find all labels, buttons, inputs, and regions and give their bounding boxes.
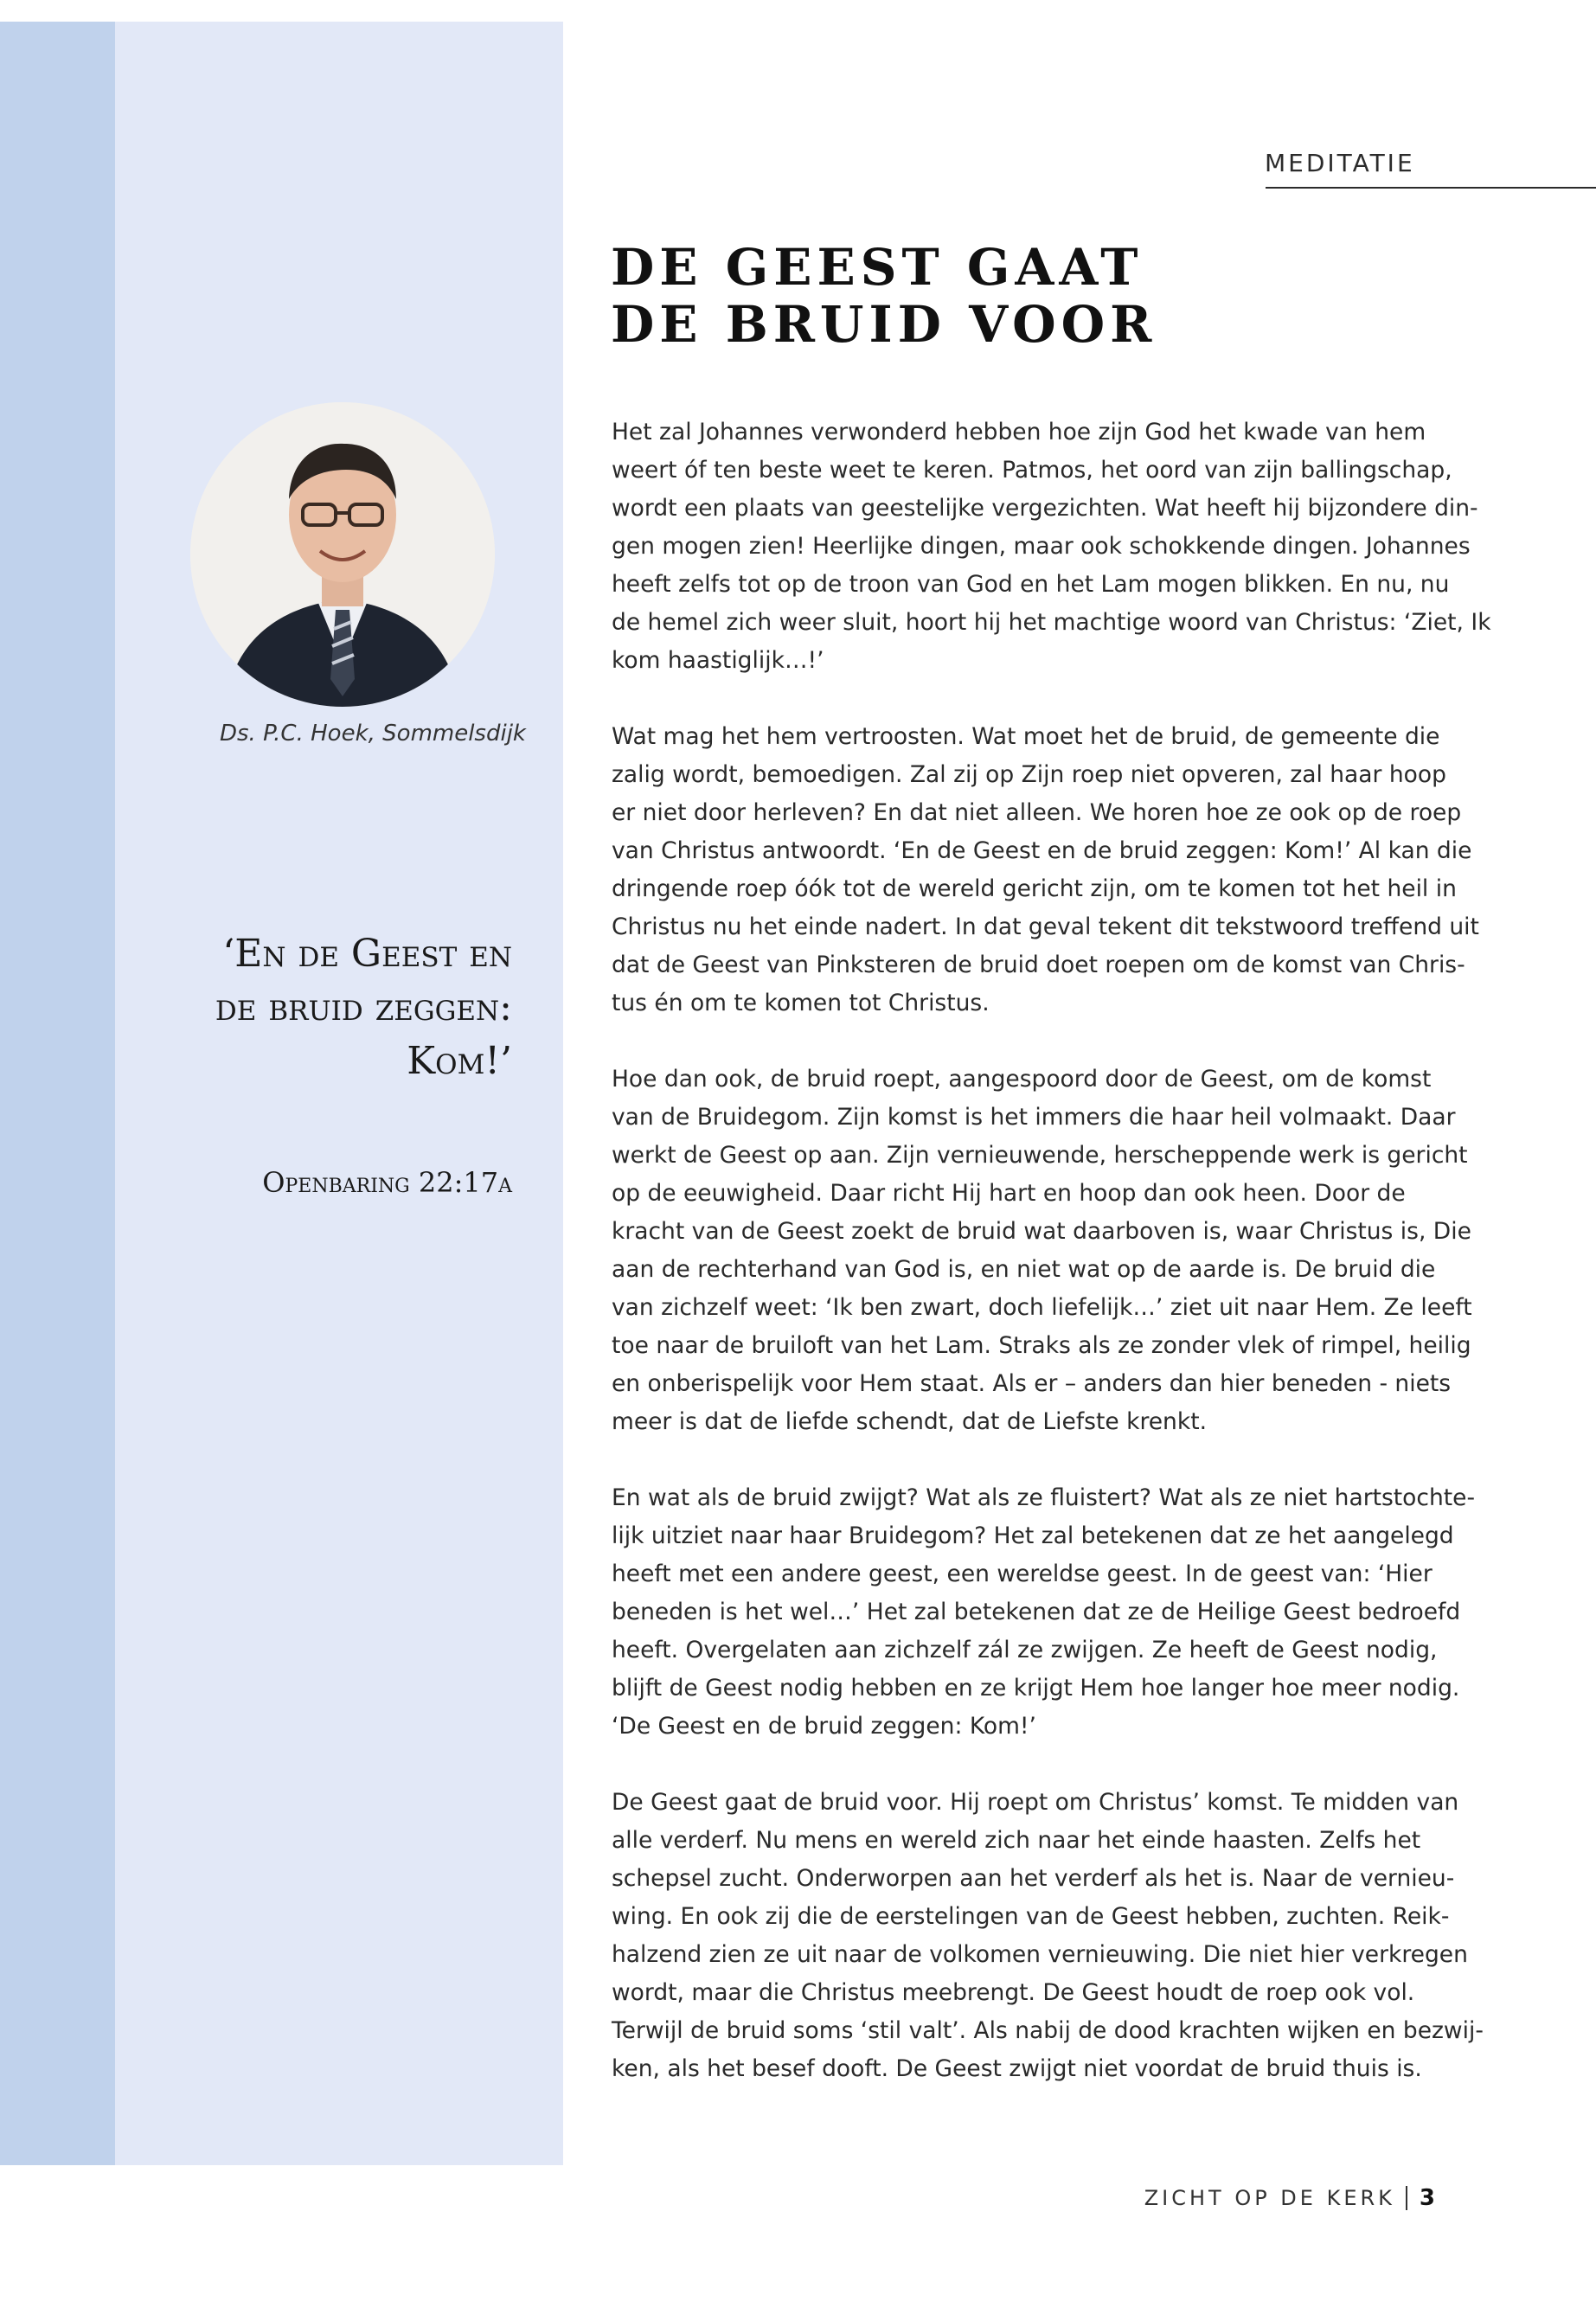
decorative-band-dark (0, 22, 115, 2165)
text-line: heeft met een andere geest, een wereldse geest. In de geest van: ‘Hier (612, 1561, 1433, 1587)
page-title (611, 239, 1157, 353)
text-line: ken, als het besef dooft. De Geest zwijgt niet voordat de bruid thuis is. (612, 2055, 1422, 2082)
text-line: heeft. Overgelaten aan zichzelf zál ze zwijgen. Ze heeft de Geest nodig, (612, 1637, 1438, 1663)
page-number: 3 (1419, 2185, 1435, 2211)
text-line: zalig wordt, bemoedigen. Zal zij op Zijn roep niet opveren, zal haar hoop (612, 761, 1446, 788)
author-portrait-image (190, 402, 495, 707)
text-line: dringende roep óók tot de wereld gericht zijn, om te komen tot het heil in (612, 875, 1457, 902)
text-line: kom haastiglijk…!’ (612, 647, 824, 674)
text-line: Terwijl de bruid soms ‘stil valt’. Als nabij de dood krachten wijken en bezwij- (612, 2017, 1484, 2044)
text-line: wordt, maar die Christus meebrengt. De Geest houdt de roep ook vol. (612, 1979, 1415, 2006)
quote-reference: Openbaring 22:17a (262, 1166, 512, 1199)
text-line: Wat mag het hem vertroosten. Wat moet het de bruid, de gemeente die (612, 723, 1440, 750)
text-line: alle verderf. Nu mens en wereld zich naar het einde haasten. Zelfs het (612, 1827, 1421, 1854)
page-footer (1144, 2185, 1435, 2211)
text-line: op de eeuwigheid. Daar richt Hij hart en hoop dan ook heen. Door de (612, 1180, 1406, 1207)
text-line: blijft de Geest nodig hebben en ze krijgt Hem hoe langer hoe meer nodig. (612, 1675, 1460, 1702)
author-caption: Ds. P.C. Hoek, Sommelsdijk (219, 721, 526, 747)
text-line: beneden is het wel…’ Het zal betekenen dat ze de Heilige Geest bedroefd (612, 1599, 1461, 1625)
title-line-1: DE GEEST GAAT (611, 238, 1144, 297)
text-line: van zichzelf weet: ‘Ik ben zwart, doch liefelijk…’ ziet uit naar Hem. Ze leeft (612, 1294, 1472, 1321)
text-line: ‘De Geest en de bruid zeggen: Kom!’ (612, 1713, 1036, 1740)
text-line: van de Bruidegom. Zijn komst is het immers die haar heil volmaakt. Daar (612, 1104, 1456, 1131)
section-label: MEDITATIE (1265, 149, 1415, 177)
text-line: wordt een plaats van geestelijke vergezichten. Wat heeft hij bijzondere din- (612, 495, 1478, 522)
footer-divider (1406, 2186, 1407, 2210)
text-line: meer is dat de liefde schendt, dat de Liefste krenkt. (612, 1408, 1208, 1435)
text-line: werkt de Geest op aan. Zijn vernieuwende, herscheppende werk is gericht (612, 1142, 1468, 1169)
text-line: er niet door herleven? En dat niet alleen. We horen hoe ze ook op de roep (612, 799, 1462, 826)
text-line: kracht van de Geest zoekt de bruid wat daarboven is, waar Christus is, Die (612, 1218, 1471, 1245)
author-portrait (190, 402, 495, 707)
article-body (612, 413, 1491, 2126)
text-line: Christus nu het einde nadert. In dat geval tekent dit tekstwoord treffend uit (612, 913, 1479, 940)
section-divider (1266, 187, 1596, 189)
text-line: toe naar de bruiloft van het Lam. Straks als ze zonder vlek of rimpel, heilig (612, 1332, 1471, 1359)
text-line: lijk uitziet naar haar Bruidegom? Het zal betekenen dat ze het aangelegd (612, 1522, 1454, 1549)
text-line: van Christus antwoordt. ‘En de Geest en de bruid zeggen: Kom!’ Al kan die (612, 837, 1472, 864)
paragraph (612, 1784, 1484, 2088)
text-line: dat de Geest van Pinksteren de bruid doet roepen om de komst van Chris- (612, 952, 1465, 978)
paragraph (612, 1061, 1477, 1441)
text-line: schepsel zucht. Onderworpen aan het verderf als het is. Naar de vernieu- (612, 1865, 1455, 1892)
paragraph (612, 1479, 1477, 1746)
text-line: Het zal Johannes verwonderd hebben hoe zijn God het kwade van hem (612, 419, 1426, 445)
title-line-2: DE BRUID VOOR (611, 295, 1157, 354)
text-line: wing. En ook zij die de eerstelingen van de Geest hebben, zuchten. Reik- (612, 1903, 1450, 1930)
pull-quote: ‘En de Geest en de bruid zeggen: Kom!’ (215, 932, 512, 1083)
text-line: halzend zien ze uit naar de volkomen vernieuwing. Die niet hier verkregen (612, 1941, 1468, 1968)
paragraph (612, 413, 1491, 680)
text-line: weert óf ten beste weet te keren. Patmos, het oord van zijn ballingschap, (612, 457, 1452, 484)
text-line: En wat als de bruid zwijgt? Wat als ze fluistert? Wat als ze niet hartstochte- (612, 1484, 1476, 1511)
magazine-name: ZICHT OP DE KERK (1144, 2186, 1395, 2210)
text-line: tus én om te komen tot Christus. (612, 990, 990, 1016)
text-line: gen mogen zien! Heerlijke dingen, maar ook schokkende dingen. Johannes (612, 533, 1471, 560)
text-line: heeft zelfs tot op de troon van God en het Lam mogen blikken. En nu, nu (612, 571, 1450, 598)
sidebar-band (115, 22, 563, 2165)
text-line: aan de rechterhand van God is, en niet wat op de aarde is. De bruid die (612, 1256, 1436, 1283)
text-line: De Geest gaat de bruid voor. Hij roept om Christus’ komst. Te midden van (612, 1789, 1459, 1816)
text-line: de hemel zich weer sluit, hoort hij het machtige woord van Christus: ‘Ziet, Ik (612, 609, 1491, 636)
text-line: Hoe dan ook, de bruid roept, aangespoord door de Geest, om de komst (612, 1066, 1432, 1093)
paragraph (612, 718, 1477, 1022)
text-line: en onberispelijk voor Hem staat. Als er – anders dan hier beneden - niets (612, 1370, 1452, 1397)
